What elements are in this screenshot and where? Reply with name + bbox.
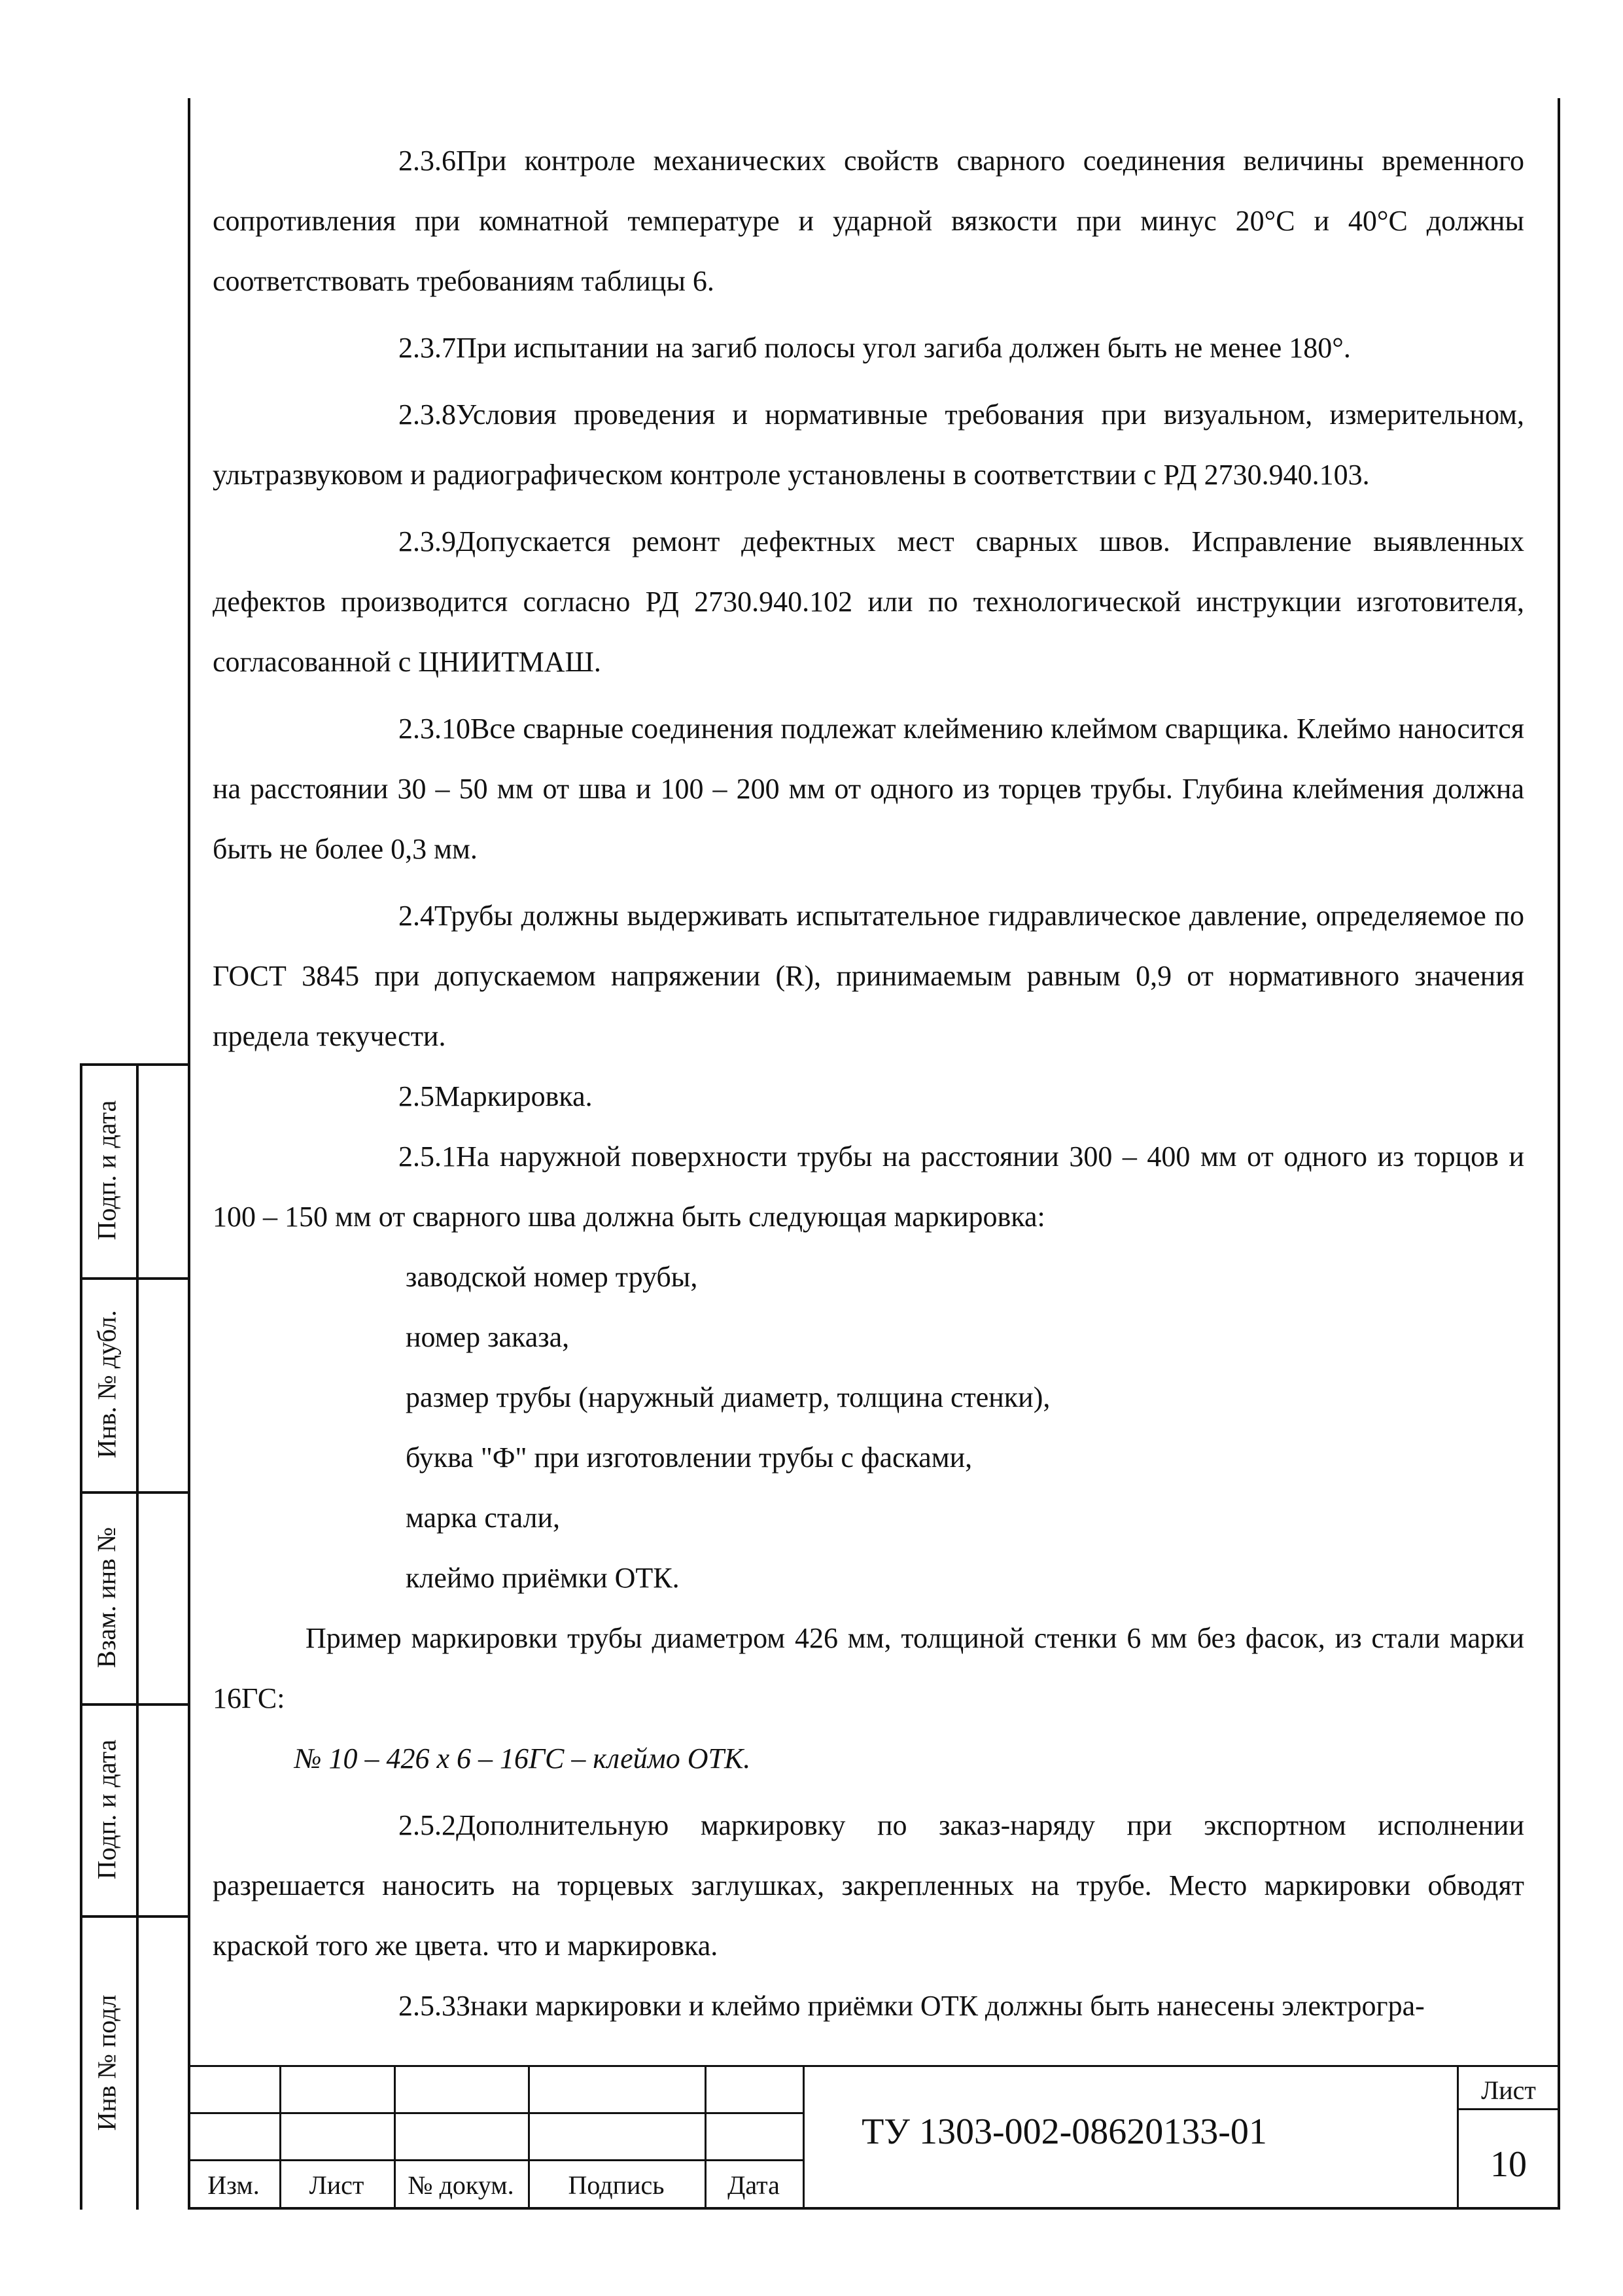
col-dokum: № докум. [408, 2170, 514, 2200]
col-podpis: Подпись [568, 2170, 665, 2200]
margin-strip [80, 1063, 188, 2210]
paragraph-2-3-9: 2.3.9Допускается ремонт дефектных мест сварных швов. Исправление выявленных дефектов производится согласно РД 2730.940.102 или по технологической инструкции изготовителя, согласованной с ЦНИИТМАШ. [213, 525, 1524, 678]
list-item: буква "Ф" при изготовлении трубы с фасками, [406, 1441, 973, 1474]
margin-label-inv-dubl: Инв. № дубл. [92, 1310, 122, 1458]
paragraph-2-5: 2.5Маркировка. [398, 1080, 593, 1112]
marking-example: № 10 – 426 х 6 – 16ГС – клеймо ОТК. [294, 1742, 751, 1775]
frame-left-border [188, 98, 190, 2210]
list-item: номер заказа, [406, 1321, 570, 1353]
paragraph-2-5-1: 2.5.1На наружной поверхности трубы на расстоянии 300 – 400 мм от одного из торцов и 100 – 150 мм от сварного шва должна быть следующая маркировка: [213, 1140, 1524, 1233]
paragraph-2-3-8: 2.3.8Условия проведения и нормативные требования при визуальном, измерительном, ультразвуковом и радиографическом контроле установлены в соответствии с РД 2730.940.103. [213, 398, 1524, 491]
sheet-label: Лист [1481, 2075, 1536, 2105]
list-item: клеймо приёмки ОТК. [406, 1562, 680, 1594]
list-item: марка стали, [406, 1502, 561, 1534]
sheet-number: 10 [1490, 2144, 1527, 2185]
margin-label-inv-podl: Инв № подл [92, 1994, 122, 2130]
list-item: заводской номер трубы, [406, 1261, 698, 1293]
list-item: размер трубы (наружный диаметр, толщина стенки), [406, 1381, 1051, 1413]
example-intro: Пример маркировки трубы диаметром 426 мм, толщиной стенки 6 мм без фасок, из стали марки 16ГС: [213, 1622, 1524, 1714]
col-list: Лист [309, 2170, 364, 2200]
title-block [188, 2065, 1560, 2208]
paragraph-2-5-3: 2.5.3Знаки маркировки и клеймо приёмки ОТК должны быть нанесены электрогра- [398, 1990, 1425, 2022]
document-code: ТУ 1303-002-08620133-01 [862, 2111, 1267, 2152]
margin-label-podp-data: Подп. и дата [92, 1100, 122, 1241]
margin-label-vzam-inv: Взам. инв № [92, 1527, 122, 1668]
paragraph-2-4: 2.4Трубы должны выдерживать испытательное гидравлическое давление, определяемое по ГОСТ 3845 при допускаемом напряжении (R), принимаемым равным 0,9 от нормативного значения предела текучести. [213, 900, 1524, 1052]
paragraph-2-3-7: 2.3.7При испытании на загиб полосы угол загиба должен быть не менее 180°. [398, 332, 1351, 364]
col-izm: Изм. [207, 2170, 260, 2200]
col-data: Дата [727, 2170, 780, 2200]
paragraph-2-3-10: 2.3.10Все сварные соединения подлежат клеймению клеймом сварщика. Клеймо наносится на расстоянии 30 – 50 мм от шва и 100 – 200 мм от одного из торцев трубы. Глубина клеймения должна быть не более 0,3 мм. [213, 713, 1524, 865]
margin-label-podp-data-2: Подп. и дата [92, 1739, 122, 1879]
document-body [213, 131, 1524, 2036]
paragraph-2-5-2: 2.5.2Дополнительную маркировку по заказ-наряду при экспортном исполнении разрешается наносить на торцевых заглушках, закрепленных на трубе. Место маркировки обводят краской того же цвета. что и маркировка. [213, 1809, 1524, 1962]
paragraph-2-3-6: 2.3.6При контроле механических свойств сварного соединения величины временного сопротивления при комнатной температуре и ударной вязкости при минус 20°С и 40°С должны соответствовать требованиям таблицы 6. [213, 145, 1524, 297]
frame-right-border [1558, 98, 1560, 2210]
